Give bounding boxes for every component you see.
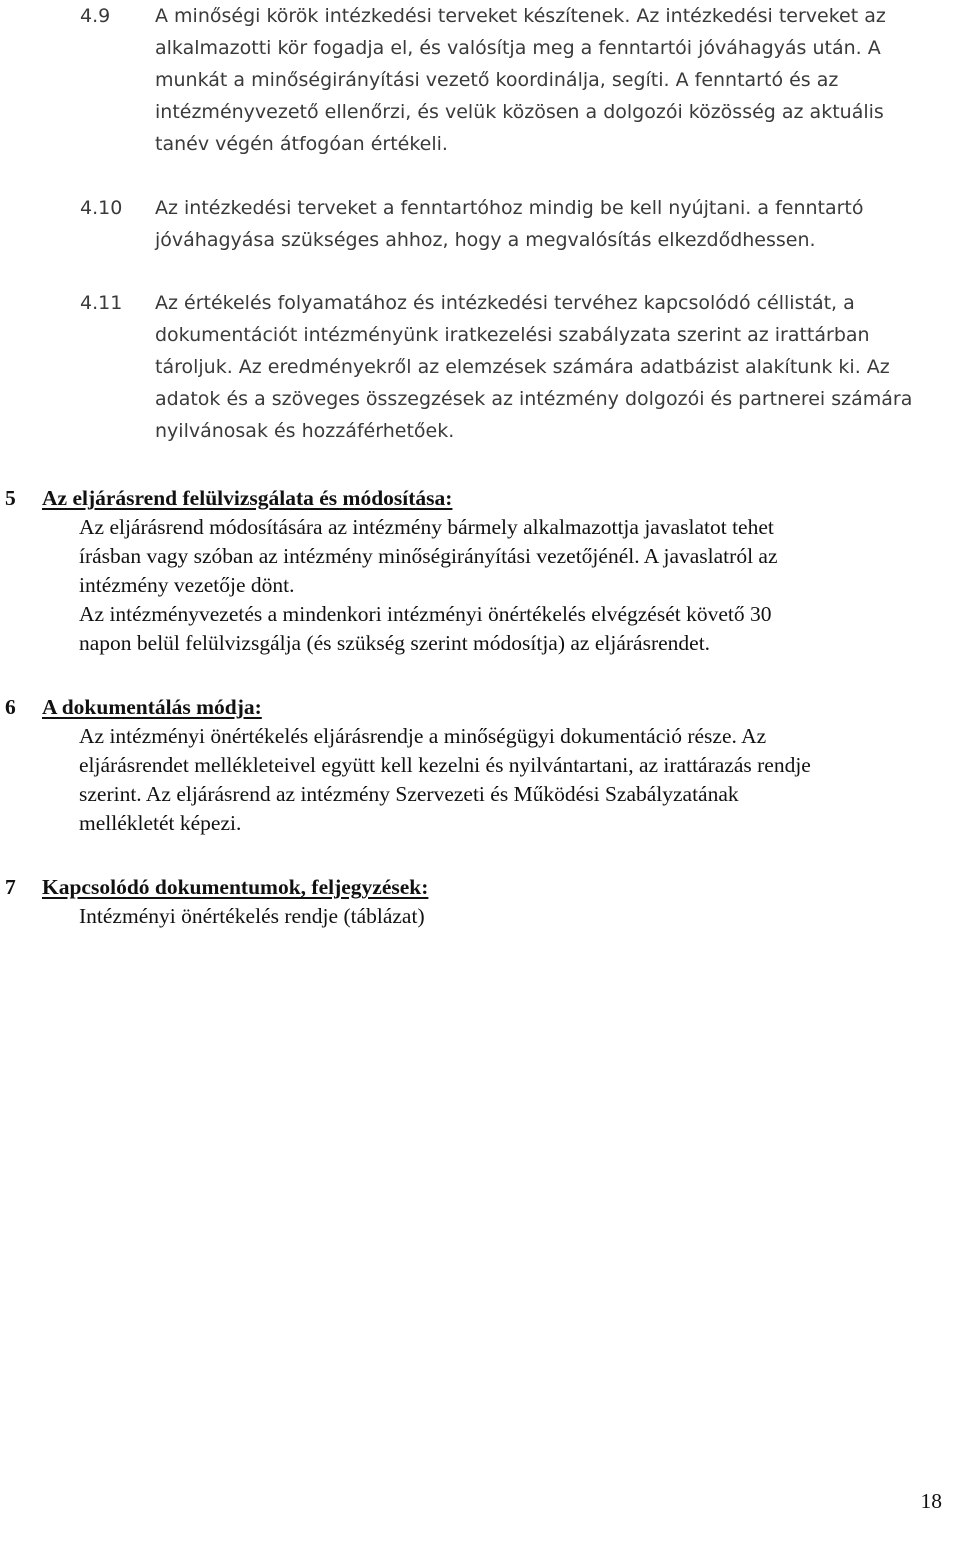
- text-line: jóváhagyása szükséges ahhoz, hogy a megvalósítás elkezdődhessen.: [155, 229, 816, 251]
- subsection-text: [155, 0, 945, 160]
- text-line: alkalmazotti kör fogadja el, és valósítja meg a fenntartói jóváhagyás után. A: [155, 37, 881, 59]
- section-title: A dokumentálás módja:: [42, 695, 262, 719]
- text-line: dokumentációt intézményünk iratkezelési szabályzata szerint az irattárban: [155, 324, 870, 346]
- text-line: intézmény vezetője dönt.: [79, 573, 295, 597]
- text-line: munkát a minőségirányítási vezető koordinálja, segíti. A fenntartó és az: [155, 69, 839, 91]
- text-line: Az intézményvezetés a mindenkori intézményi önértékelés elvégzését követő 30: [79, 602, 772, 626]
- page-number: 18: [920, 1489, 942, 1513]
- text-line: intézményvezető ellenőrzi, és velük közösen a dolgozói közösség az aktuális: [155, 101, 884, 123]
- text-line: mellékletét képezi.: [79, 811, 242, 835]
- text-line: Intézményi önértékelés rendje (táblázat): [79, 904, 425, 928]
- section-number: 5: [5, 486, 16, 510]
- section-number: 7: [5, 875, 16, 899]
- subsection-text: [155, 287, 945, 447]
- section-title: Kapcsolódó dokumentumok, feljegyzések:: [42, 875, 429, 899]
- subsection-number: 4.10: [80, 197, 123, 219]
- text-line: A minőségi körök intézkedési terveket készítenek. Az intézkedési terveket az: [155, 5, 886, 27]
- section-body: [79, 722, 949, 838]
- section-body: [79, 902, 949, 931]
- subsection-text: [155, 192, 945, 256]
- text-line: Az értékelés folyamatához és intézkedési tervéhez kapcsolódó céllistát, a: [155, 292, 855, 314]
- text-line: eljárásrendet mellékleteivel együtt kell kezelni és nyilvántartani, az irattárazás rendje: [79, 753, 811, 777]
- text-line: tanév végén átfogóan értékeli.: [155, 133, 448, 155]
- text-line: adatok és a szöveges összegzések az intézmény dolgozói és partnerei számára: [155, 388, 913, 410]
- section-body: [79, 513, 949, 658]
- text-line: Az eljárásrend módosítására az intézmény bármely alkalmazottja javaslatot tehet: [79, 515, 774, 539]
- text-line: Az intézményi önértékelés eljárásrendje a minőségügyi dokumentáció része. Az: [79, 724, 767, 748]
- text-line: nyilvánosak és hozzáférhetőek.: [155, 420, 455, 442]
- text-line: szerint. Az eljárásrend az intézmény Szervezeti és Működési Szabályzatának: [79, 782, 739, 806]
- text-line: tároljuk. Az eredményekről az elemzések számára adatbázist alakítunk ki. Az: [155, 356, 890, 378]
- subsection-number: 4.11: [80, 292, 123, 314]
- subsection-number: 4.9: [80, 5, 111, 27]
- section-title: Az eljárásrend felülvizsgálata és módosítása:: [42, 486, 453, 510]
- text-line: írásban vagy szóban az intézmény minőségirányítási vezetőjénél. A javaslatról az: [79, 544, 778, 568]
- section-number: 6: [5, 695, 16, 719]
- text-line: napon belül felülvizsgálja (és szükség szerint módosítja) az eljárásrendet.: [79, 631, 711, 655]
- text-line: Az intézkedési terveket a fenntartóhoz mindig be kell nyújtani. a fenntartó: [155, 197, 864, 219]
